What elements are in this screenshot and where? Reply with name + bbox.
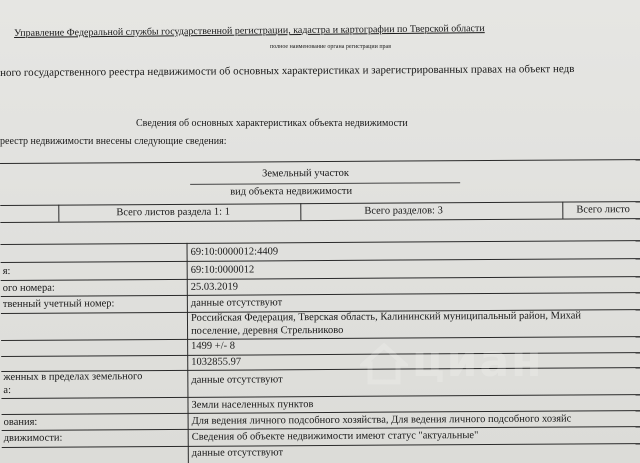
row-1-label: я:	[2, 265, 11, 277]
quarter-number: 69:10:0000012	[190, 264, 255, 276]
object-type-caption: вид объекта недвижимости	[230, 185, 353, 198]
row-2-label: ого номера:	[2, 282, 55, 294]
row-3-label: твенный учетный номер:	[2, 298, 115, 310]
cadastral-cost: 1032855.97	[191, 356, 242, 368]
sheets-in-section: Всего листов раздела 1: 1	[116, 206, 230, 219]
section-title: Сведения об основных характеристиках объекта недвижимости	[136, 118, 408, 129]
land-category: Земли населенных пунктов	[191, 399, 314, 411]
special-notes: данные отсутствуют	[191, 447, 284, 459]
sheets-total: Всего листо	[576, 204, 630, 216]
cian-watermark	[360, 330, 560, 420]
house-icon	[360, 340, 408, 388]
assignment-date: 25.03.2019	[190, 281, 239, 293]
address-line-1: Российская Федерация, Тверская область, Калининский муниципальный район, Михай	[190, 310, 581, 324]
sections-total: Всего разделов: 3	[364, 205, 443, 217]
cadastral-number: 69:10:0000012:4409	[190, 246, 279, 258]
area: 1499 +/- 8	[191, 340, 236, 352]
object-type: Земельный участок	[262, 167, 349, 180]
row-10-label: движимости:	[3, 432, 63, 444]
record-status: Сведения об объекте недвижимости имеют статус "актуальные"	[191, 430, 479, 443]
row-7-label-2: а:	[3, 384, 12, 396]
address-line-2: поселение, деревня Стрельниково	[191, 324, 344, 337]
row-9-label: ования:	[3, 416, 38, 428]
permitted-use: Для ведения личного подсобного хозяйства, Для ведения личного подсобного хозяйс	[191, 413, 572, 427]
agency-caption: полное наименование органа регистрации прав	[270, 44, 392, 50]
previous-number: данные отсутствуют	[190, 297, 283, 309]
watermark-text: циан	[412, 336, 544, 387]
row-7-label: женных в пределах земельного	[3, 371, 143, 383]
agency-name: Управление Федеральной службы государственной регистрации, кадастра и картографии по Тверской области	[14, 23, 485, 39]
section-intro: реестр недвижимости внесены следующие сведения:	[0, 136, 227, 147]
extract-title-line: ного государственного реестра недвижимости об основных характеристиках и зарегистрированных правах на объект недв	[0, 62, 575, 79]
objects-within: данные отсутствуют	[191, 374, 283, 386]
